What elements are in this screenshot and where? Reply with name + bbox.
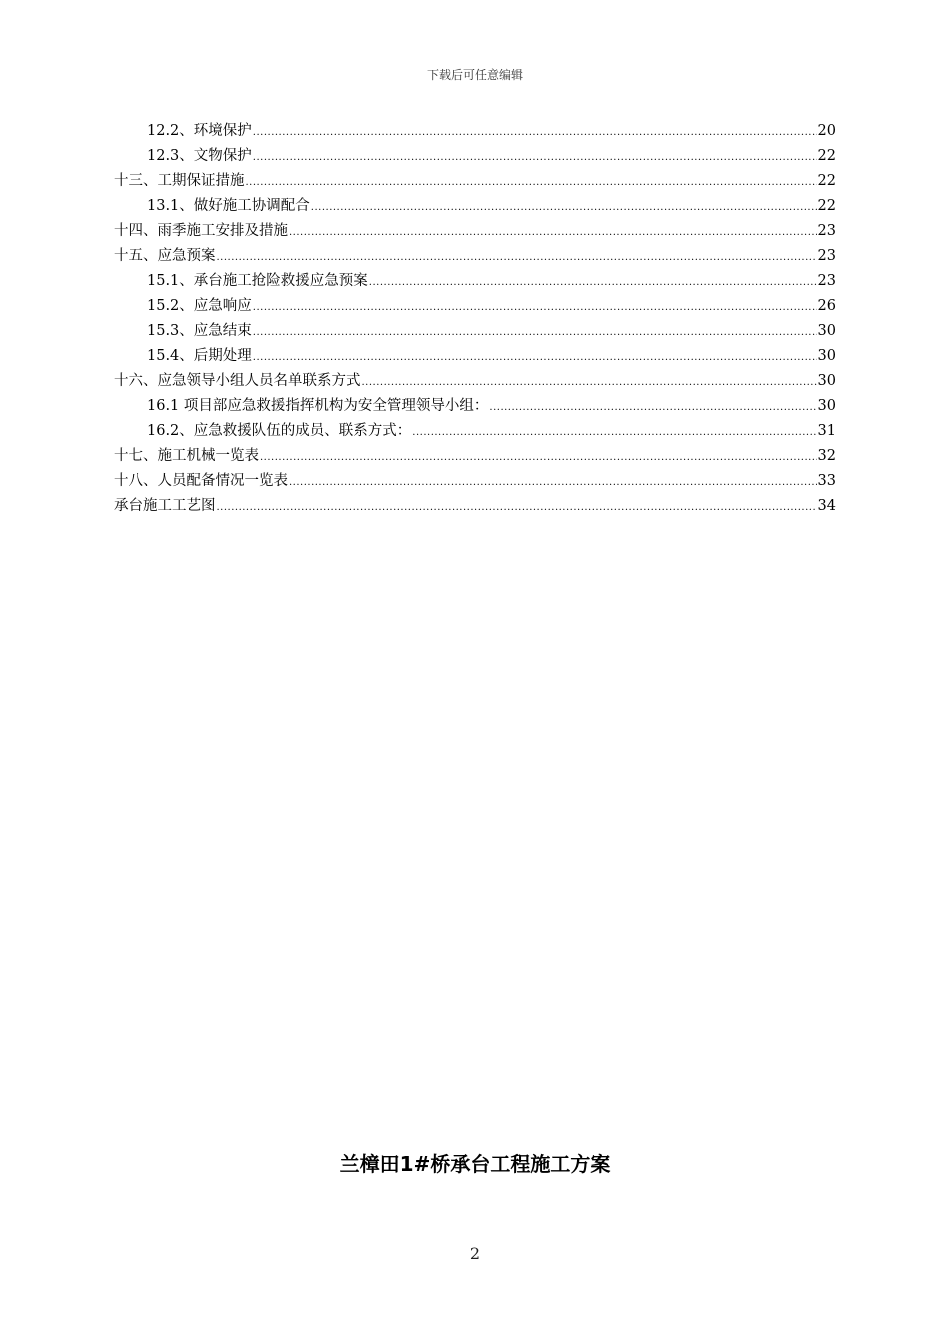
toc-entry-title: 十四、雨季施工安排及措施 xyxy=(114,223,288,239)
toc-entry[interactable] xyxy=(114,244,836,269)
toc-entry-page: 30 xyxy=(817,348,836,364)
toc-entry[interactable] xyxy=(114,394,836,419)
toc-entry-page: 22 xyxy=(817,173,836,189)
toc-leader-dots xyxy=(260,445,817,469)
toc-entry[interactable] xyxy=(114,444,836,469)
toc-entry-title: 十八、人员配备情况一览表 xyxy=(114,473,288,489)
toc-entry-page: 22 xyxy=(817,148,836,164)
toc-leader-dots xyxy=(217,495,817,519)
toc-entry-title: 13.1、做好施工协调配合 xyxy=(147,198,310,214)
toc-entry-page: 32 xyxy=(817,448,836,464)
toc-entry[interactable] xyxy=(114,119,836,144)
toc-entry-title: 16.1 项目部应急救援指挥机构为安全管理领导小组： xyxy=(147,398,489,414)
toc-entry-page: 23 xyxy=(817,248,836,264)
toc-entry[interactable] xyxy=(114,494,836,519)
toc-entry[interactable] xyxy=(114,319,836,344)
toc-leader-dots xyxy=(253,295,817,319)
toc-leader-dots xyxy=(311,195,817,219)
toc-leader-dots xyxy=(253,345,817,369)
toc-entry[interactable] xyxy=(114,469,836,494)
toc-leader-dots xyxy=(362,370,817,394)
toc-entry-title: 12.3、文物保护 xyxy=(147,148,252,164)
toc-leader-dots xyxy=(253,145,817,169)
toc-entry-title: 15.2、应急响应 xyxy=(147,298,252,314)
toc-entry-title: 15.3、应急结束 xyxy=(147,323,252,339)
table-of-contents xyxy=(114,119,836,519)
toc-leader-dots xyxy=(489,395,816,419)
toc-leader-dots xyxy=(369,270,817,294)
toc-leader-dots xyxy=(412,420,816,444)
toc-entry[interactable] xyxy=(114,169,836,194)
toc-entry-title: 15.1、承台施工抢险救援应急预案 xyxy=(147,273,368,289)
toc-entry[interactable] xyxy=(114,369,836,394)
toc-leader-dots xyxy=(253,120,817,144)
toc-entry-page: 31 xyxy=(817,423,836,439)
toc-entry[interactable] xyxy=(114,219,836,244)
toc-entry-page: 30 xyxy=(817,398,836,414)
toc-entry-title: 十五、应急预案 xyxy=(114,248,216,264)
toc-entry-page: 30 xyxy=(817,323,836,339)
toc-entry[interactable] xyxy=(114,344,836,369)
toc-entry-page: 33 xyxy=(817,473,836,489)
toc-entry-page: 23 xyxy=(817,273,836,289)
toc-entry-page: 26 xyxy=(817,298,836,314)
toc-entry-page: 34 xyxy=(817,498,836,514)
toc-leader-dots xyxy=(253,320,817,344)
toc-entry-title: 12.2、环境保护 xyxy=(147,123,252,139)
page-number: 2 xyxy=(469,1244,481,1263)
toc-leader-dots xyxy=(289,220,817,244)
toc-entry-page: 20 xyxy=(817,123,836,139)
toc-entry[interactable] xyxy=(114,144,836,169)
toc-leader-dots xyxy=(289,470,817,494)
toc-entry-title: 十六、应急领导小组人员名单联系方式 xyxy=(114,373,361,389)
toc-entry-title: 承台施工工艺图 xyxy=(114,498,216,514)
toc-entry-title: 十七、施工机械一览表 xyxy=(114,448,259,464)
toc-entry-title: 15.4、后期处理 xyxy=(147,348,252,364)
toc-entry[interactable] xyxy=(114,294,836,319)
toc-entry-page: 30 xyxy=(817,373,836,389)
toc-entry-title: 16.2、应急救援队伍的成员、联系方式： xyxy=(147,423,412,439)
toc-entry-page: 23 xyxy=(817,223,836,239)
toc-entry[interactable] xyxy=(114,419,836,444)
toc-leader-dots xyxy=(217,245,817,269)
toc-entry[interactable] xyxy=(114,269,836,294)
toc-entry-title: 十三、工期保证措施 xyxy=(114,173,245,189)
toc-entry[interactable] xyxy=(114,194,836,219)
document-title: 兰樟田1#桥承台工程施工方案 xyxy=(339,1152,611,1176)
toc-entry-page: 22 xyxy=(817,198,836,214)
toc-leader-dots xyxy=(246,170,817,194)
page-header: 下载后可任意编辑 xyxy=(426,68,523,82)
